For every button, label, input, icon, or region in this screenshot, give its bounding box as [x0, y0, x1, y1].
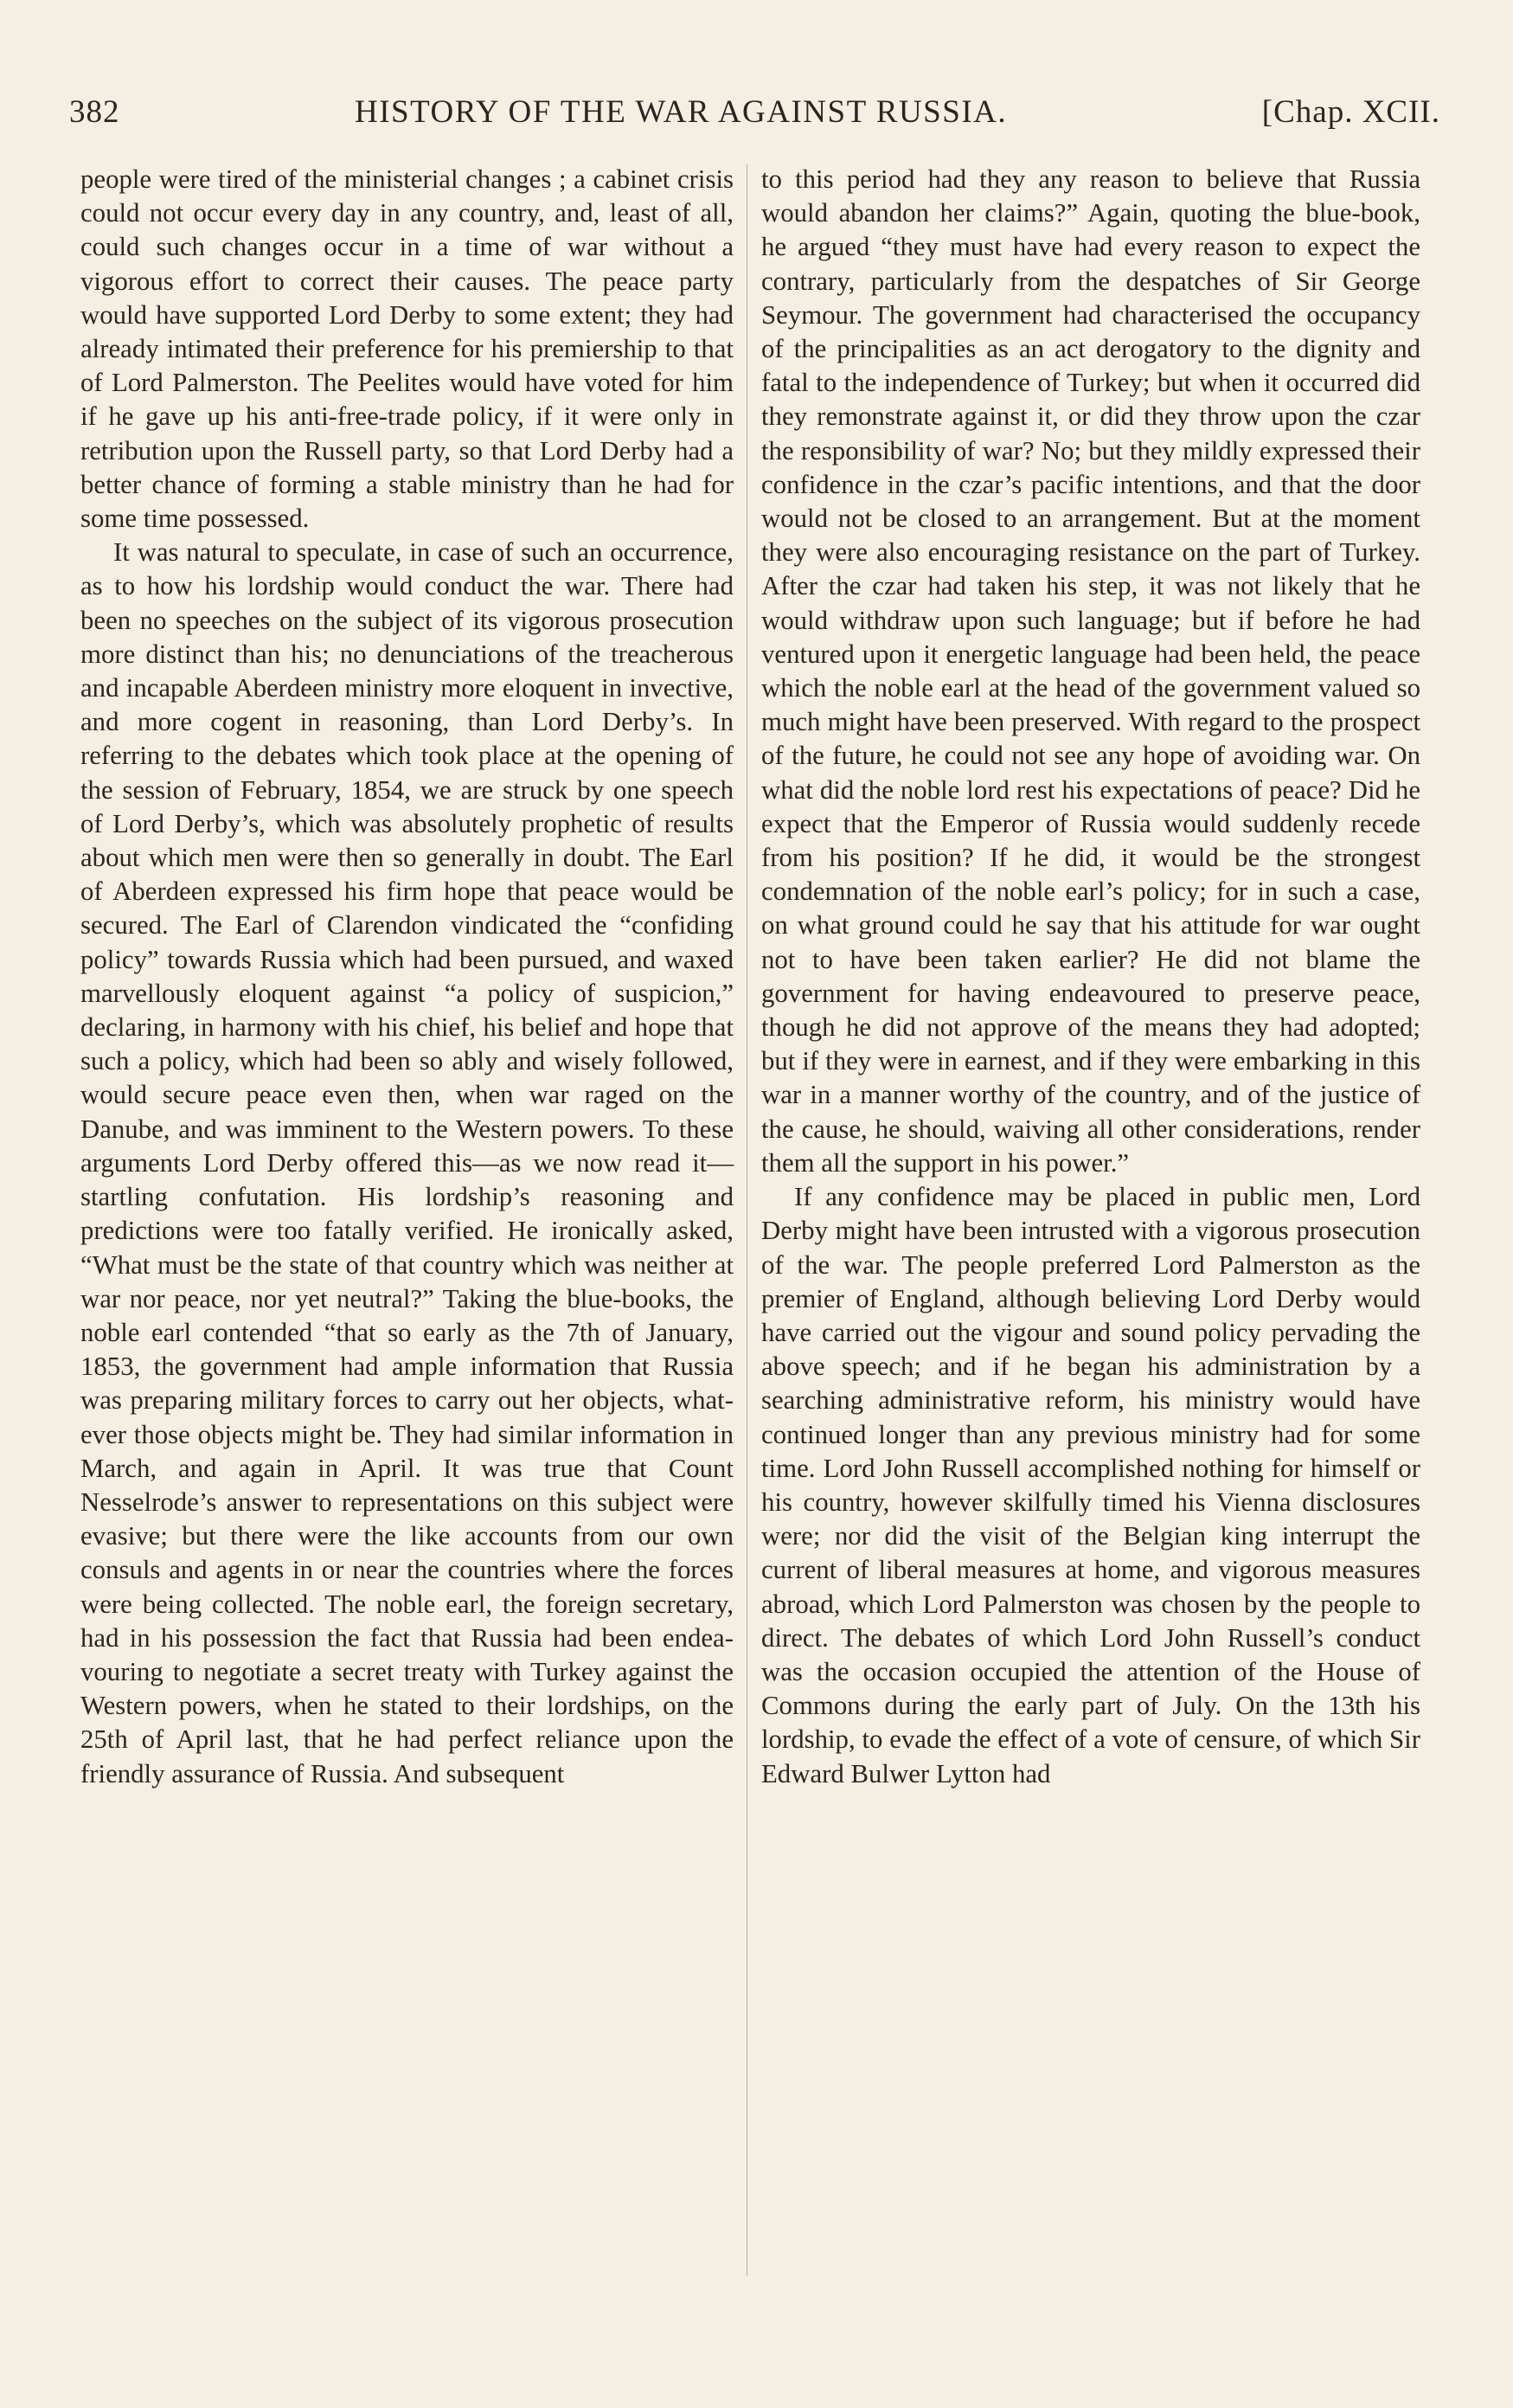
paragraph: people were tired of the ministerial changes ; a cabinet crisis could not occur every day in any country, and, least of all, could such changes occur in a time of war without a vigorous effort to correct their causes. The peace party would have supported Lord Derby to some extent; they had already intimated their preference for his premiership to that of Lord Palmerston. The Peelites would have voted for him if he gave up his anti-free-trade policy, if it were only in retribution upon the Russell party, so that Lord Derby had a better chance of forming a stable ministry than he had for some time possessed.: [80, 164, 734, 534]
paragraph: It was natural to speculate, in case of such an occurrence, as to how his lordship would conduct the war. There had been no speeches on the subject of its vigorous prosecution more distinct than his; no denunciations of the treacherous and incapable Aberdeen ministry more eloquent in invective, and more cogent in reasoning, than Lord Derby’s. In referring to the debates which took place at the opening of the session of February, 1854, we are struck by one speech of Lord Derby’s, which was absolutely prophetic of results about which men were then so generally in doubt. The Earl of Aberdeen expressed his firm hope that peace would be secured. The Earl of Clarendon vindicated the “confiding policy” towards Russia which had been pursued, and waxed marvellously eloquent against “a policy of suspicion,” declaring, in harmony with his chief, his belief and hope that such a policy, which had been so ably and wisely followed, would secure peace even then, when war raged on the Danube, and was imminent to the Western powers. To these arguments Lord Derby offered this—as we now read it—startling confutation. His lordship’s reasoning and predictions were too fatally verified. He ironically asked, “What must be the state of that country which was neither at war nor peace, nor yet neutral?” Taking the blue-books, the noble earl contended “that so early as the 7th of January, 1853, the government had ample information that Russia was preparing military forces to carry out her objects, whatever those objects might be. They had similar information in March, and again in April. It was true that Count Nesselrode’s answer to representations on this subject were evasive; but there were the like accounts from our own consuls and agents in or near the countries where the forces were being collected. The noble earl, the foreign secretary, had in his possession the fact that Russia had been endeavouring to negotiate a secret treaty with Turkey against the Western powers, when he stated to their lordships, on the 25th of April last, that he had perfect reliance upon the friendly assurance of Russia. And subsequent: [80, 537, 734, 1788]
running-title: HISTORY OF THE WAR AGAINST RUSSIA.: [355, 94, 1008, 130]
page-number: 382: [69, 94, 120, 130]
left-column: [80, 163, 734, 1791]
paragraph: If any confidence may be placed in public men, Lord Derby might have been intrusted with a vigorous prosecution of the war. The people preferred Lord Palmerston as the premier of England, although believing Lord Derby would have carried out the vigour and sound policy pervading the above speech; and if he began his administration by a searching administrative reform, his ministry would have continued longer than any previous ministry had for some time. Lord John Russell accomplished nothing for himself or his country, however skilfully timed his Vienna disclosures were; nor did the visit of the Belgian king interrupt the current of liberal measures at home, and vigorous measures abroad, which Lord Palmerston was chosen by the people to direct. The debates of which Lord John Russell’s conduct was the occasion occupied the attention of the House of Commons during the early part of July. On the 13th his lordship, to evade the effect of a vote of censure, of which Sir Edward Bulwer Lytton had: [761, 1182, 1420, 1788]
paragraph: to this period had they any reason to believe that Russia would abandon her claims?” Again, quoting the blue-book, he argued “they must have had every reason to expect the contrary, particularly from the despatches of Sir George Seymour. The government had characterised the occupancy of the principalities as an act derogatory to the dignity and fatal to the independence of Turkey; but when it occurred did they remonstrate against it, or did they throw upon the czar the responsibility of war? No; but they mildly expressed their confidence in the czar’s pacific intentions, and that the door would not be closed to an arrangement. But at the moment they were also encouraging resistance on the part of Turkey. After the czar had taken his step, it was not likely that he would withdraw upon such language; but if before he had ventured upon it energetic language had been held, the peace which the noble earl at the head of the government valued so much might have been preserved. With regard to the prospect of the future, he could not see any hope of avoiding war. On what did the noble lord rest his expectations of peace? Did he expect that the Emperor of Russia would suddenly recede from his position? If he did, it would be the strongest condemnation of the noble earl’s policy; for in such a case, on what ground could he say that his attitude for war ought not to have been taken earlier? He did not blame the government for having endeavoured to preserve peace, though he did not approve of the means they had adopted; but if they were in earnest, and if they were embarking in this war in a manner worthy of the country, and of the justice of the cause, he should, waiving all other considerations, render them all the support in his power.”: [761, 164, 1420, 1178]
running-head: [69, 87, 1440, 138]
right-column: [761, 163, 1420, 1791]
chapter-label: [Chap. XCII.: [1261, 94, 1440, 130]
